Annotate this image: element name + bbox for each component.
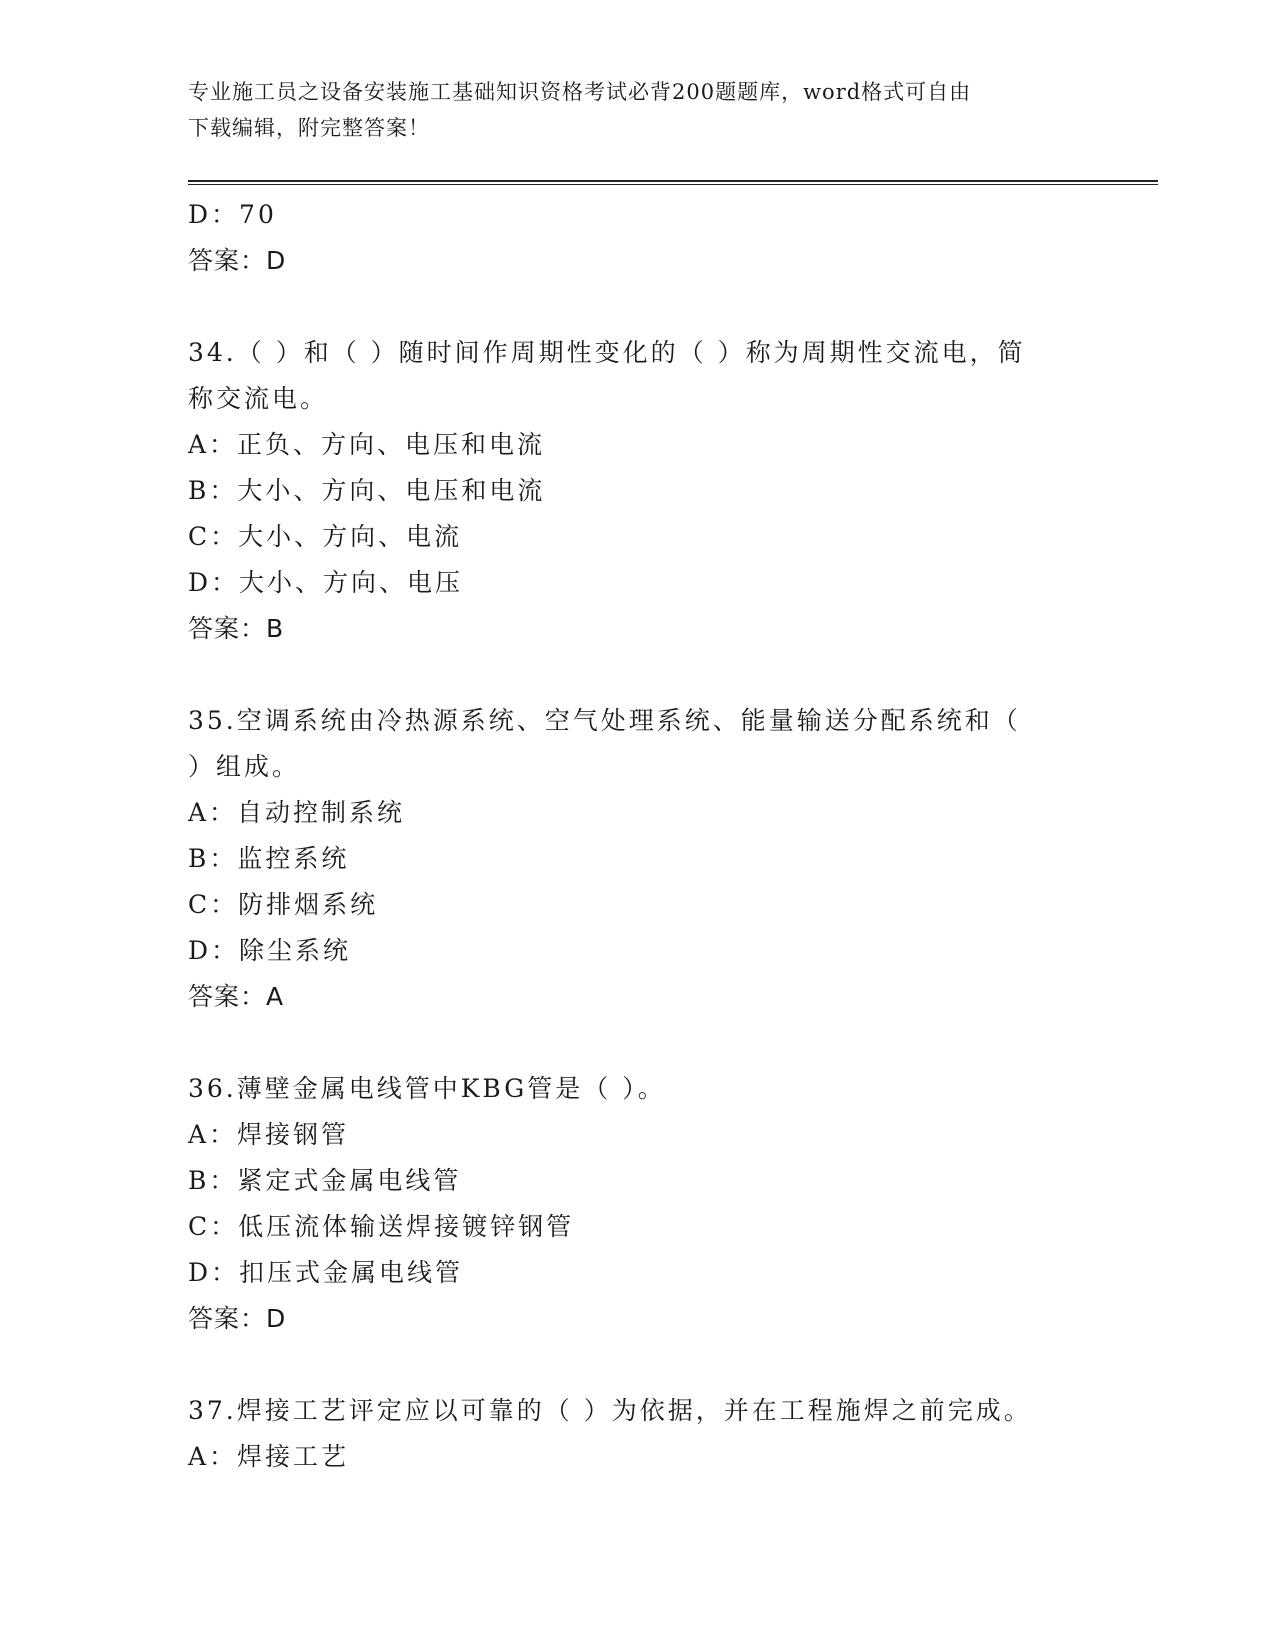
page-header [188,74,1068,146]
header-line-1: 专业施工员之设备安装施工基础知识资格考试必背200题题库，word格式可自由 [188,80,972,104]
question-36-option-a: A：焊接钢管 [188,1120,350,1149]
question-35-option-a: A：自动控制系统 [188,798,406,827]
question-34-option-c: C：大小、方向、电流 [188,522,463,551]
question-35-option-d: D：除尘系统 [188,936,352,965]
question-37 [188,1388,1068,1480]
question-36 [188,1066,1068,1342]
question-37-stem-line-1: 37.焊接工艺评定应以可靠的（ ）为依据，并在工程施焊之前完成。 [188,1396,1032,1425]
question-34-option-d: D：大小、方向、电压 [188,568,464,597]
prev-answer: 答案：D [188,246,287,275]
question-36-option-d: D：扣压式金属电线管 [188,1258,464,1287]
header-divider [188,180,1158,185]
prev-option-d: D：70 [188,200,277,229]
question-35-option-b: B：监控系统 [188,844,350,873]
question-36-stem-line-1: 36.薄壁金属电线管中KBG管是（ ）。 [188,1074,666,1103]
question-34-answer: 答案：B [188,614,285,643]
question-34-stem-line-1: 34.（ ）和（ ）随时间作周期性变化的（ ）称为周期性交流电，简 [188,338,1026,367]
question-34-stem-line-2: 称交流电。 [188,384,329,413]
question-35-answer: 答案：A [188,982,285,1011]
question-34 [188,330,1068,652]
question-35 [188,698,1068,1020]
question-37-option-a: A：焊接工艺 [188,1442,350,1471]
question-35-stem-line-1: 35.空调系统由冷热源系统、空气处理系统、能量输送分配系统和（ [188,706,1021,735]
question-35-option-c: C：防排烟系统 [188,890,379,919]
question-35-stem-line-2: ）组成。 [188,752,301,781]
question-34-option-b: B：大小、方向、电压和电流 [188,476,546,505]
question-36-answer: 答案：D [188,1304,287,1333]
document-body [188,192,1068,1480]
question-36-option-b: B：紧定式金属电线管 [188,1166,462,1195]
question-34-option-a: A：正负、方向、电压和电流 [188,430,546,459]
question-36-option-c: C：低压流体输送焊接镀锌钢管 [188,1212,575,1241]
header-line-2: 下载编辑，附完整答案！ [188,116,430,140]
